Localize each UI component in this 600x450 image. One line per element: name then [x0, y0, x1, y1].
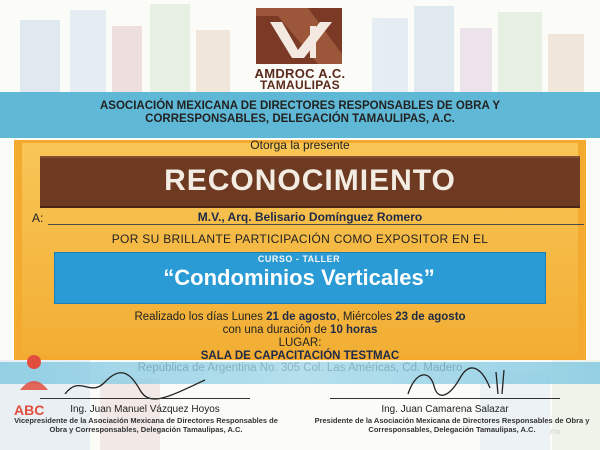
course-title: “Condominios Verticales” [163, 265, 435, 290]
place-label: LUGAR: [278, 337, 322, 349]
left-signer-name: Ing. Juan Manuel Vázquez Hoyos [70, 404, 220, 415]
course-type: CURSO - TALLER [257, 254, 341, 264]
certificate-title: RECONOCIMIENTO [164, 164, 456, 197]
recipient-line [48, 224, 584, 225]
date-1: 21 de agosto [266, 311, 337, 323]
left-signature [60, 368, 210, 400]
logo-line1: AMDROC A.C. [254, 66, 346, 81]
duration-prefix: con una duración de [222, 324, 331, 336]
right-signature [400, 364, 520, 400]
left-signature-line [40, 398, 250, 399]
reason-text: POR SU BRILLANTE PARTICIPACIÓN COMO EXPOSITOR EN EL [111, 232, 489, 246]
recipient-label: A: [32, 211, 44, 225]
place-name: SALA DE CAPACITACIÓN TESTMAC [200, 349, 400, 362]
event-details [60, 311, 540, 337]
logo-line2: TAMAULIPAS [260, 78, 340, 92]
right-signer-title: Presidente de la Asociación Mexicana de Directores Responsables de Obra y Corresponsables, Delegación Tamaulipas, A.C. [314, 416, 590, 434]
recipient-name: M.V., Arq. Belisario Domínguez Romero [197, 210, 423, 224]
abc-logo-text: ABC [14, 402, 45, 418]
association-name: ASOCIACIÓN MEXICANA DE DIRECTORES RESPONSABLES DE OBRA Y CORRESPONSABLES, DELEGACIÓN TAMAULIPAS, A.C. [100, 100, 500, 125]
left-signer-title: Vicepresidente de la Asociación Mexicana de Directores Responsables de Obra y Corresponsables, Delegación Tamaulipas, A.C. [14, 416, 278, 434]
held-mid: , Miércoles [336, 311, 396, 323]
duration: 10 horas [330, 324, 378, 336]
right-signature-line [330, 398, 560, 399]
date-2: 23 de agosto [395, 311, 466, 323]
grants-text: Otorga la presente [250, 138, 350, 152]
right-signer-name: Ing. Juan Camarena Salazar [381, 404, 509, 415]
held-prefix: Realizado los días Lunes [134, 311, 267, 323]
watermark: .mx [548, 427, 561, 436]
